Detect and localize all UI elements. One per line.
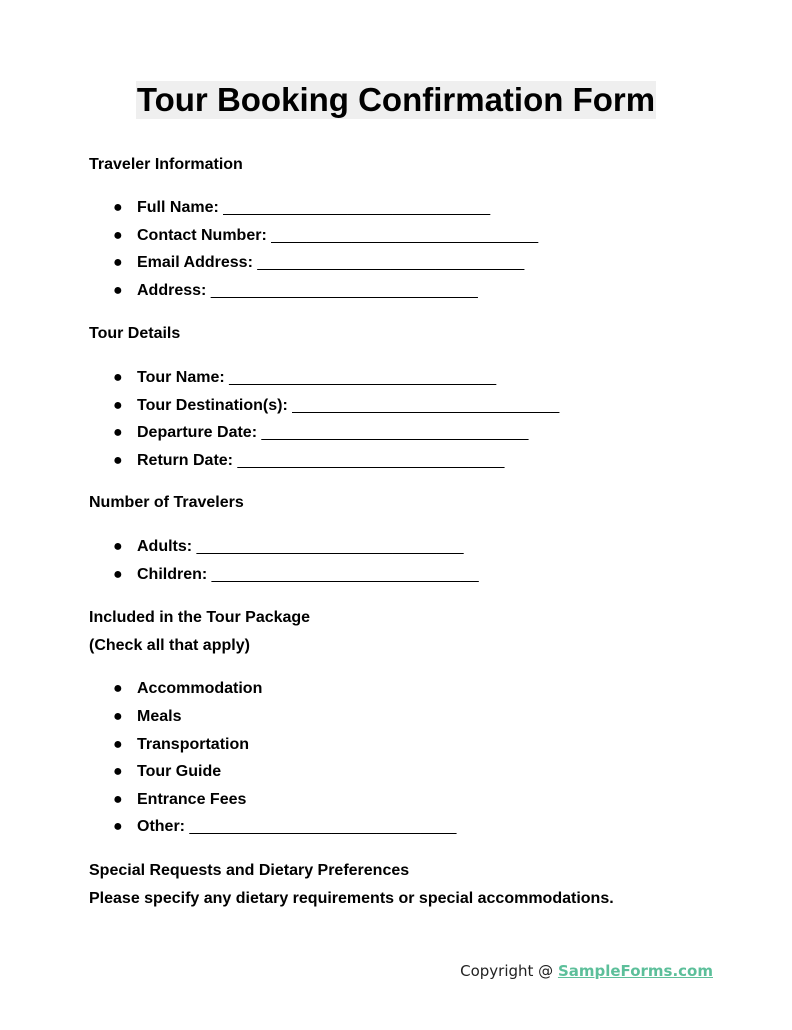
field-label: Adults: [137,538,193,555]
bullet: ● [113,254,123,271]
field-label: Full Name: [137,199,219,216]
bullet: ● [113,763,123,780]
blank-line[interactable]: ______________________________ [271,227,539,244]
field-email-address[interactable] [113,253,524,273]
option-label: Tour Guide [137,763,222,780]
blank-line[interactable]: ______________________________ [189,818,457,835]
field-label: Tour Name: [137,369,225,386]
section-heading-traveler: Traveler Information [89,156,243,173]
blank-line[interactable]: ______________________________ [196,538,464,555]
option-transportation[interactable] [113,735,249,755]
bullet: ● [113,736,123,753]
blank-line[interactable]: ______________________________ [237,452,505,469]
bullet: ● [113,708,123,725]
bullet: ● [113,538,123,555]
field-label: Children: [137,566,208,583]
field-full-name[interactable] [113,198,490,218]
section-heading-travelers-count: Number of Travelers [89,494,244,511]
option-label: Entrance Fees [137,791,247,808]
option-label: Other: [137,818,185,835]
option-other[interactable] [113,817,456,837]
option-label: Transportation [137,736,250,753]
bullet: ● [113,566,123,583]
field-departure-date[interactable] [113,423,528,443]
field-address[interactable] [113,281,478,301]
field-adults[interactable] [113,537,464,557]
bullet: ● [113,282,123,299]
option-accommodation[interactable] [113,679,262,699]
field-label: Departure Date: [137,424,258,441]
option-tour-guide[interactable] [113,762,221,782]
footer-link[interactable]: SampleForms.com [557,962,713,980]
bullet: ● [113,397,123,414]
special-note: Please specify any dietary requirements or special accommodations. [89,890,614,907]
field-label: Tour Destination(s): [137,397,288,414]
bullet: ● [113,199,123,216]
field-label: Return Date: [137,452,234,469]
field-label: Address: [137,282,207,299]
section-subheading-package: (Check all that apply) [89,637,250,654]
field-return-date[interactable] [113,451,504,471]
copyright-text: Copyright @ [460,962,558,980]
field-label: Contact Number: [137,227,267,244]
option-label: Accommodation [137,680,263,697]
footer-copyright [460,962,713,980]
option-label: Meals [137,708,182,725]
field-tour-destination[interactable] [113,396,559,416]
field-tour-name[interactable] [113,368,496,388]
blank-line[interactable]: ______________________________ [211,566,479,583]
bullet: ● [113,791,123,808]
section-heading-special: Special Requests and Dietary Preferences [89,862,410,879]
bullet: ● [113,818,123,835]
section-heading-package: Included in the Tour Package [89,609,311,626]
bullet: ● [113,227,123,244]
blank-line[interactable]: ______________________________ [210,282,478,299]
blank-line[interactable]: ______________________________ [257,254,525,271]
section-heading-tour: Tour Details [89,325,181,342]
blank-line[interactable]: ______________________________ [292,397,560,414]
blank-line[interactable]: ______________________________ [223,199,491,216]
blank-line[interactable]: ______________________________ [261,424,529,441]
bullet: ● [113,424,123,441]
bullet: ● [113,369,123,386]
blank-line[interactable]: ______________________________ [229,369,497,386]
option-entrance-fees[interactable] [113,790,246,810]
field-children[interactable] [113,565,479,585]
field-contact-number[interactable] [113,226,538,246]
bullet: ● [113,452,123,469]
page-title: Tour Booking Confirmation Form [136,81,656,118]
title-wrapper [0,81,792,119]
field-label: Email Address: [137,254,253,271]
option-meals[interactable] [113,707,181,727]
bullet: ● [113,680,123,697]
